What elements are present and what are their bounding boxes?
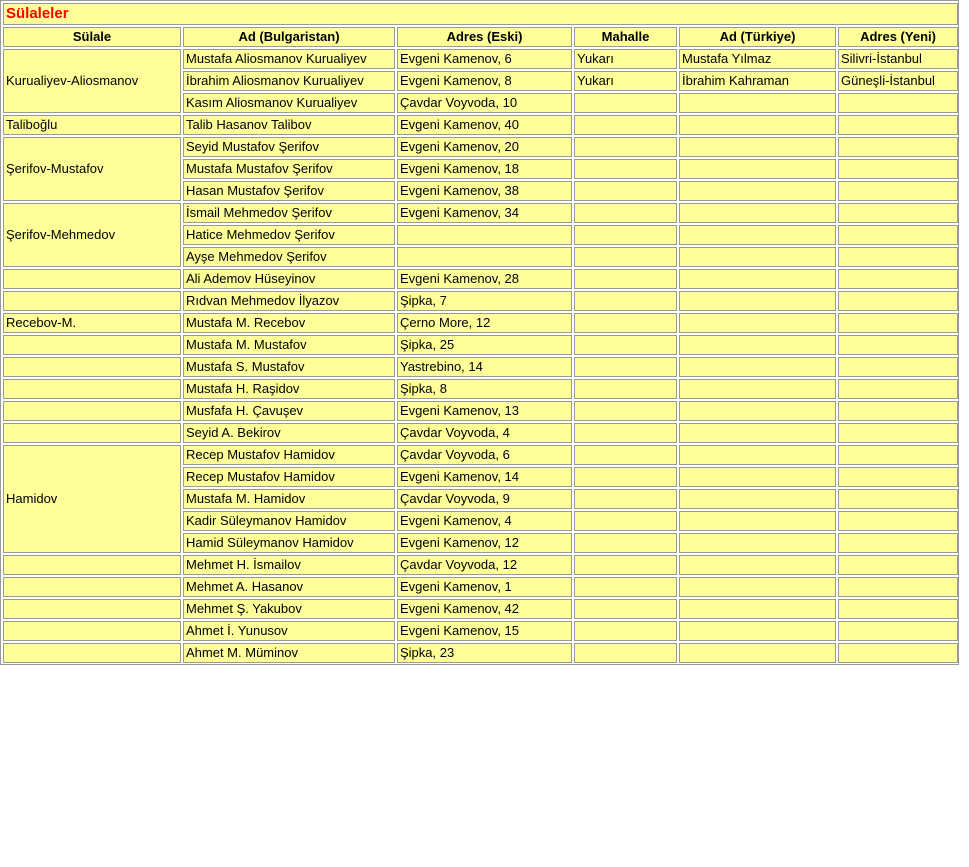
mahalle-cell bbox=[574, 181, 677, 201]
adres-eski-cell bbox=[397, 225, 572, 245]
ad-turkiye-cell bbox=[679, 335, 836, 355]
adres-eski-cell: Yastrebino, 14 bbox=[397, 357, 572, 377]
ad-turkiye-cell bbox=[679, 423, 836, 443]
ad-bulgaristan-cell: Hatice Mehmedov Şerifov bbox=[183, 225, 395, 245]
table-row bbox=[3, 401, 958, 421]
ad-bulgaristan-cell: Ahmet İ. Yunusov bbox=[183, 621, 395, 641]
ad-bulgaristan-cell: Rıdvan Mehmedov İlyazov bbox=[183, 291, 395, 311]
table-row bbox=[3, 445, 958, 465]
adres-yeni-cell bbox=[838, 181, 958, 201]
mahalle-cell bbox=[574, 137, 677, 157]
adres-yeni-cell bbox=[838, 489, 958, 509]
table-row bbox=[3, 49, 958, 69]
mahalle-cell bbox=[574, 423, 677, 443]
ad-turkiye-cell bbox=[679, 489, 836, 509]
ad-bulgaristan-cell: Talib Hasanov Talibov bbox=[183, 115, 395, 135]
adres-eski-cell: Çavdar Voyvoda, 4 bbox=[397, 423, 572, 443]
adres-eski-cell: Evgeni Kamenov, 42 bbox=[397, 599, 572, 619]
adres-yeni-cell bbox=[838, 401, 958, 421]
ad-bulgaristan-cell: Mustafa H. Raşidov bbox=[183, 379, 395, 399]
table-row bbox=[3, 621, 958, 641]
ad-turkiye-cell bbox=[679, 313, 836, 333]
ad-turkiye-cell bbox=[679, 577, 836, 597]
ad-turkiye-cell bbox=[679, 357, 836, 377]
adres-eski-cell: Evgeni Kamenov, 38 bbox=[397, 181, 572, 201]
family-cell bbox=[3, 643, 181, 663]
adres-yeni-cell bbox=[838, 335, 958, 355]
family-cell: Taliboğlu bbox=[3, 115, 181, 135]
header-adres-yeni: Adres (Yeni) bbox=[838, 27, 958, 47]
ad-bulgaristan-cell: İsmail Mehmedov Şerifov bbox=[183, 203, 395, 223]
mahalle-cell bbox=[574, 115, 677, 135]
adres-eski-cell: Şipka, 8 bbox=[397, 379, 572, 399]
ad-turkiye-cell bbox=[679, 533, 836, 553]
ad-bulgaristan-cell: Mustafa Mustafov Şerifov bbox=[183, 159, 395, 179]
ad-turkiye-cell: İbrahim Kahraman bbox=[679, 71, 836, 91]
adres-yeni-cell bbox=[838, 203, 958, 223]
ad-bulgaristan-cell: Mustafa Aliosmanov Kurualiyev bbox=[183, 49, 395, 69]
table-row bbox=[3, 137, 958, 157]
mahalle-cell: Yukarı bbox=[574, 49, 677, 69]
table-row bbox=[3, 115, 958, 135]
ad-turkiye-cell bbox=[679, 445, 836, 465]
ad-turkiye-cell bbox=[679, 401, 836, 421]
family-cell bbox=[3, 335, 181, 355]
table-row bbox=[3, 555, 958, 575]
adres-eski-cell: Evgeni Kamenov, 15 bbox=[397, 621, 572, 641]
family-cell: Hamidov bbox=[3, 445, 181, 553]
adres-yeni-cell bbox=[838, 621, 958, 641]
table-row bbox=[3, 599, 958, 619]
adres-yeni-cell bbox=[838, 555, 958, 575]
ad-bulgaristan-cell: Ayşe Mehmedov Şerifov bbox=[183, 247, 395, 267]
family-cell bbox=[3, 599, 181, 619]
table-row bbox=[3, 291, 958, 311]
adres-eski-cell: Evgeni Kamenov, 6 bbox=[397, 49, 572, 69]
adres-eski-cell: Evgeni Kamenov, 20 bbox=[397, 137, 572, 157]
adres-yeni-cell bbox=[838, 159, 958, 179]
ad-turkiye-cell bbox=[679, 225, 836, 245]
mahalle-cell: Yukarı bbox=[574, 71, 677, 91]
mahalle-cell bbox=[574, 511, 677, 531]
mahalle-cell bbox=[574, 577, 677, 597]
adres-yeni-cell bbox=[838, 643, 958, 663]
adres-eski-cell: Çerno More, 12 bbox=[397, 313, 572, 333]
adres-yeni-cell bbox=[838, 291, 958, 311]
ad-turkiye-cell bbox=[679, 137, 836, 157]
ad-turkiye-cell bbox=[679, 511, 836, 531]
adres-eski-cell: Evgeni Kamenov, 18 bbox=[397, 159, 572, 179]
adres-yeni-cell bbox=[838, 247, 958, 267]
family-cell bbox=[3, 555, 181, 575]
header-ad-turkiye: Ad (Türkiye) bbox=[679, 27, 836, 47]
ad-turkiye-cell bbox=[679, 203, 836, 223]
family-cell bbox=[3, 357, 181, 377]
mahalle-cell bbox=[574, 621, 677, 641]
adres-yeni-cell bbox=[838, 577, 958, 597]
ad-turkiye-cell: Mustafa Yılmaz bbox=[679, 49, 836, 69]
mahalle-cell bbox=[574, 291, 677, 311]
adres-yeni-cell bbox=[838, 511, 958, 531]
mahalle-cell bbox=[574, 159, 677, 179]
adres-yeni-cell bbox=[838, 467, 958, 487]
adres-eski-cell: Evgeni Kamenov, 28 bbox=[397, 269, 572, 289]
adres-yeni-cell bbox=[838, 423, 958, 443]
family-cell bbox=[3, 401, 181, 421]
ad-bulgaristan-cell: Kasım Aliosmanov Kurualiyev bbox=[183, 93, 395, 113]
adres-eski-cell: Evgeni Kamenov, 4 bbox=[397, 511, 572, 531]
adres-eski-cell: Çavdar Voyvoda, 6 bbox=[397, 445, 572, 465]
family-cell: Şerifov-Mehmedov bbox=[3, 203, 181, 267]
family-cell: Şerifov-Mustafov bbox=[3, 137, 181, 201]
family-cell bbox=[3, 291, 181, 311]
ad-bulgaristan-cell: Ali Ademov Hüseyinov bbox=[183, 269, 395, 289]
table-row bbox=[3, 335, 958, 355]
mahalle-cell bbox=[574, 93, 677, 113]
ad-bulgaristan-cell: Musfafa H. Çavuşev bbox=[183, 401, 395, 421]
adres-eski-cell bbox=[397, 247, 572, 267]
family-table bbox=[1, 1, 960, 665]
header-sulale: Sülale bbox=[3, 27, 181, 47]
ad-bulgaristan-cell: Seyid A. Bekirov bbox=[183, 423, 395, 443]
ad-bulgaristan-cell: Mustafa M. Recebov bbox=[183, 313, 395, 333]
adres-yeni-cell: Silivri-İstanbul bbox=[838, 49, 958, 69]
mahalle-cell bbox=[574, 269, 677, 289]
table-row bbox=[3, 643, 958, 663]
table-row bbox=[3, 423, 958, 443]
mahalle-cell bbox=[574, 203, 677, 223]
table-row bbox=[3, 269, 958, 289]
ad-bulgaristan-cell: Recep Mustafov Hamidov bbox=[183, 467, 395, 487]
ad-bulgaristan-cell: Mustafa M. Hamidov bbox=[183, 489, 395, 509]
table-row bbox=[3, 203, 958, 223]
mahalle-cell bbox=[574, 467, 677, 487]
ad-turkiye-cell bbox=[679, 621, 836, 641]
ad-bulgaristan-cell: Recep Mustafov Hamidov bbox=[183, 445, 395, 465]
adres-eski-cell: Şipka, 7 bbox=[397, 291, 572, 311]
mahalle-cell bbox=[574, 555, 677, 575]
adres-yeni-cell bbox=[838, 115, 958, 135]
mahalle-cell bbox=[574, 313, 677, 333]
ad-bulgaristan-cell: Hamid Süleymanov Hamidov bbox=[183, 533, 395, 553]
ad-turkiye-cell bbox=[679, 269, 836, 289]
mahalle-cell bbox=[574, 643, 677, 663]
ad-bulgaristan-cell: Hasan Mustafov Şerifov bbox=[183, 181, 395, 201]
ad-turkiye-cell bbox=[679, 181, 836, 201]
adres-eski-cell: Evgeni Kamenov, 40 bbox=[397, 115, 572, 135]
family-cell: Kurualiyev-Aliosmanov bbox=[3, 49, 181, 113]
ad-turkiye-cell bbox=[679, 555, 836, 575]
ad-bulgaristan-cell: Mustafa S. Mustafov bbox=[183, 357, 395, 377]
adres-eski-cell: Evgeni Kamenov, 12 bbox=[397, 533, 572, 553]
ad-turkiye-cell bbox=[679, 247, 836, 267]
ad-turkiye-cell bbox=[679, 599, 836, 619]
mahalle-cell bbox=[574, 489, 677, 509]
table-row bbox=[3, 357, 958, 377]
adres-yeni-cell bbox=[838, 137, 958, 157]
adres-eski-cell: Şipka, 23 bbox=[397, 643, 572, 663]
mahalle-cell bbox=[574, 599, 677, 619]
adres-eski-cell: Evgeni Kamenov, 8 bbox=[397, 71, 572, 91]
ad-bulgaristan-cell: Mehmet Ş. Yakubov bbox=[183, 599, 395, 619]
ad-turkiye-cell bbox=[679, 115, 836, 135]
ad-bulgaristan-cell: Mehmet H. İsmailov bbox=[183, 555, 395, 575]
table-row bbox=[3, 379, 958, 399]
adres-yeni-cell bbox=[838, 445, 958, 465]
family-cell bbox=[3, 577, 181, 597]
family-cell bbox=[3, 269, 181, 289]
adres-yeni-cell bbox=[838, 225, 958, 245]
adres-yeni-cell bbox=[838, 93, 958, 113]
header-adres-eski: Adres (Eski) bbox=[397, 27, 572, 47]
mahalle-cell bbox=[574, 335, 677, 355]
adres-yeni-cell bbox=[838, 269, 958, 289]
ad-bulgaristan-cell: Mustafa M. Mustafov bbox=[183, 335, 395, 355]
header-row bbox=[3, 27, 958, 47]
mahalle-cell bbox=[574, 379, 677, 399]
ad-bulgaristan-cell: Mehmet A. Hasanov bbox=[183, 577, 395, 597]
mahalle-cell bbox=[574, 445, 677, 465]
mahalle-cell bbox=[574, 533, 677, 553]
adres-eski-cell: Evgeni Kamenov, 1 bbox=[397, 577, 572, 597]
adres-yeni-cell: Güneşli-İstanbul bbox=[838, 71, 958, 91]
adres-yeni-cell bbox=[838, 533, 958, 553]
ad-turkiye-cell bbox=[679, 643, 836, 663]
ad-turkiye-cell bbox=[679, 379, 836, 399]
ad-turkiye-cell bbox=[679, 159, 836, 179]
title-row bbox=[3, 3, 958, 25]
table-title: Sülaleler bbox=[3, 3, 958, 25]
mahalle-cell bbox=[574, 247, 677, 267]
mahalle-cell bbox=[574, 401, 677, 421]
adres-yeni-cell bbox=[838, 379, 958, 399]
header-mahalle: Mahalle bbox=[574, 27, 677, 47]
table-row bbox=[3, 313, 958, 333]
adres-yeni-cell bbox=[838, 313, 958, 333]
adres-yeni-cell bbox=[838, 357, 958, 377]
adres-eski-cell: Şipka, 25 bbox=[397, 335, 572, 355]
adres-eski-cell: Evgeni Kamenov, 13 bbox=[397, 401, 572, 421]
header-ad-bulgaristan: Ad (Bulgaristan) bbox=[183, 27, 395, 47]
family-cell: Recebov-M. bbox=[3, 313, 181, 333]
adres-yeni-cell bbox=[838, 599, 958, 619]
mahalle-cell bbox=[574, 357, 677, 377]
ad-bulgaristan-cell: Kadir Süleymanov Hamidov bbox=[183, 511, 395, 531]
ad-turkiye-cell bbox=[679, 467, 836, 487]
ad-turkiye-cell bbox=[679, 291, 836, 311]
table-row bbox=[3, 577, 958, 597]
adres-eski-cell: Çavdar Voyvoda, 12 bbox=[397, 555, 572, 575]
ad-bulgaristan-cell: İbrahim Aliosmanov Kurualiyev bbox=[183, 71, 395, 91]
adres-eski-cell: Evgeni Kamenov, 14 bbox=[397, 467, 572, 487]
adres-eski-cell: Çavdar Voyvoda, 10 bbox=[397, 93, 572, 113]
ad-bulgaristan-cell: Seyid Mustafov Şerifov bbox=[183, 137, 395, 157]
family-cell bbox=[3, 379, 181, 399]
ad-turkiye-cell bbox=[679, 93, 836, 113]
ad-bulgaristan-cell: Ahmet M. Müminov bbox=[183, 643, 395, 663]
adres-eski-cell: Evgeni Kamenov, 34 bbox=[397, 203, 572, 223]
mahalle-cell bbox=[574, 225, 677, 245]
family-cell bbox=[3, 621, 181, 641]
adres-eski-cell: Çavdar Voyvoda, 9 bbox=[397, 489, 572, 509]
family-cell bbox=[3, 423, 181, 443]
